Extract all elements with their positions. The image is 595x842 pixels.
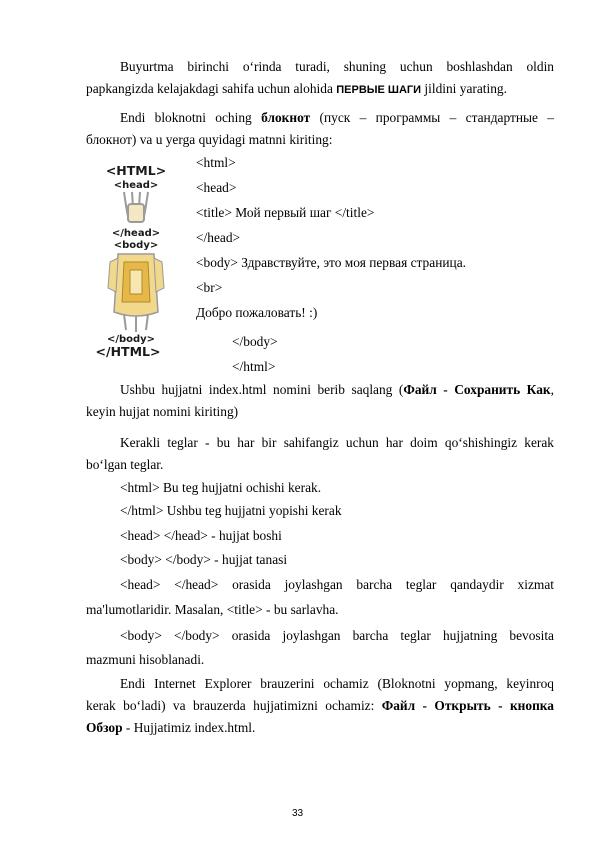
code-line: </head>	[196, 230, 241, 245]
bold-text: Файл - Сохранить Как	[403, 382, 551, 397]
text: (пуск – программы – стандартные –	[310, 110, 554, 125]
paragraph-2-line-2	[86, 129, 554, 151]
code-line: <head>	[196, 180, 237, 195]
paragraph-3-line-2	[86, 401, 554, 423]
paragraph-1-line-2	[86, 78, 554, 101]
text: Endi Internet Explorer brauzerini ochamiz (Bloknotni yopmang, keyinroq	[120, 676, 554, 691]
folder-name: ПЕРВЫЕ ШАГИ	[336, 84, 422, 96]
figure-body	[108, 254, 164, 332]
head-close-label: </head>	[111, 228, 161, 239]
bold-text: Обзор	[86, 720, 123, 735]
bold-text: блокнот	[261, 110, 311, 125]
head-open-label: <head>	[113, 180, 159, 191]
text: papkangizda kelajakdagi sahifa uchun alohida	[86, 81, 337, 96]
text: mazmuni hisoblanadi.	[86, 652, 205, 667]
text: bo‘lgan teglar.	[86, 457, 164, 472]
text: Ushbu hujjatni index.html nomini berib saqlang (	[120, 382, 404, 397]
text: - Hujjatimiz index.html.	[122, 720, 256, 735]
body-open-label: <body>	[113, 240, 159, 251]
paragraph-5-line-1	[86, 574, 554, 596]
text: блокнот) va u yerga quyidagi matnni kiriting:	[86, 132, 333, 147]
text: Endi bloknotni oching	[120, 110, 262, 125]
code-line: <html>	[196, 155, 236, 170]
paragraph-7-line-3	[86, 717, 554, 739]
text: <head> </head> orasida joylashgan barcha teglar qandaydir xizmat	[120, 577, 554, 592]
paragraph-4-line-2	[86, 454, 554, 476]
paragraph-7-line-1	[86, 673, 554, 695]
text: ,	[550, 382, 554, 397]
code-line: <br>	[196, 280, 223, 295]
code-line: Добро пожаловать! :)	[196, 305, 318, 320]
html-structure-illustration	[96, 162, 176, 362]
paragraph-4-line-1	[86, 432, 554, 454]
text: ma'lumotlaridir. Masalan, <title> - bu sarlavha.	[86, 602, 339, 617]
code-line: <body> Здравствуйте, это моя первая страница.	[196, 255, 466, 270]
text: kerak bo‘ladi) va brauzerda hujjatimizni ochamiz:	[86, 698, 382, 713]
text: Buyurtma birinchi o‘rinda turadi, shuning uchun boshlashdan oldin	[120, 59, 554, 74]
tag-description: <html> Bu teg hujjatni ochishi kerak.	[120, 480, 322, 495]
paragraph-6-line-2	[86, 649, 554, 671]
paragraph-6-line-1	[86, 625, 554, 647]
code-line: </html>	[232, 359, 276, 374]
bold-text: Файл - Открыть - кнопка	[381, 698, 554, 713]
html-open-label: <HTML>	[105, 163, 167, 178]
code-line: <title> Мой первый шаг </title>	[196, 205, 375, 220]
text: jildini yarating.	[421, 81, 507, 96]
paragraph-2-line-1	[86, 107, 554, 129]
paragraph-1-line-1	[86, 56, 554, 78]
figure-head	[124, 192, 148, 222]
text: <body> </body> orasida joylashgan barcha teglar hujjatning bevosita	[120, 628, 554, 643]
tag-description: <head> </head> - hujjat boshi	[120, 528, 282, 543]
body-close-label: </body>	[106, 334, 156, 345]
paragraph-7-line-2	[86, 695, 554, 717]
paragraph-5-line-2	[86, 599, 554, 621]
html-close-label: </HTML>	[96, 344, 161, 359]
code-line: </body>	[232, 334, 278, 349]
tag-description: <body> </body> - hujjat tanasi	[120, 552, 288, 567]
text: Kerakli teglar - bu har bir sahifangiz uchun har doim qo‘shishingiz kerak	[120, 435, 554, 450]
tag-description: </html> Ushbu teg hujjatni yopishi kerak	[120, 503, 342, 518]
page-number: 33	[291, 808, 304, 819]
text: keyin hujjat nomini kiriting)	[86, 404, 239, 419]
paragraph-3-line-1	[86, 379, 554, 401]
